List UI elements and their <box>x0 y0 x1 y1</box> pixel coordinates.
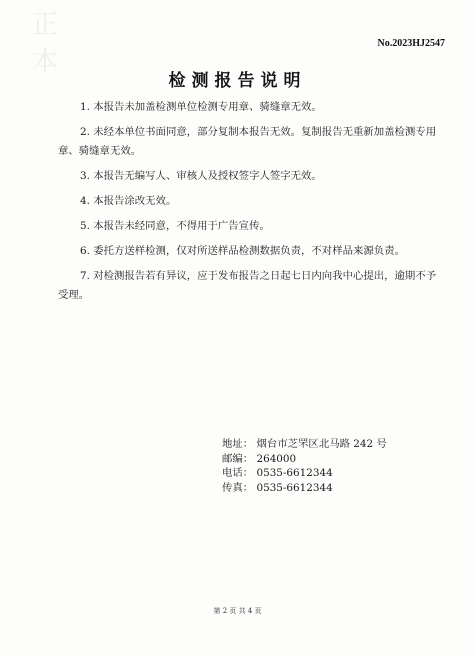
note-item-4: 4. 本报告涂改无效。 <box>80 195 177 207</box>
note-item-6: 6. 委托方送样检测，仅对所送样品检测数据负责，不对样品来源负责。 <box>80 245 405 257</box>
contact-fax: 传真： 0535-6612344 <box>222 481 333 494</box>
page-footer: 第 2 页 共 4 页 <box>213 607 262 615</box>
note-item-3: 3. 本报告无编写人、审核人及授权签字人签字无效。 <box>80 170 322 182</box>
contact-phone: 电话： 0535-6612344 <box>222 467 333 479</box>
note-item-1: 1. 本报告未加盖检测单位检测专用章、骑缝章无效。 <box>80 101 322 113</box>
page-title: 检测报告说明 <box>168 71 307 91</box>
note-item-5: 5. 本报告未经同意，不得用于广告宣传。 <box>80 220 270 232</box>
contact-block <box>222 437 387 495</box>
notes-list <box>58 98 443 311</box>
report-number: No.2023HJ2547 <box>377 38 445 49</box>
watermark: 正 本 <box>32 10 99 77</box>
note-item-2: 2. 未经本单位书面同意，部分复制本报告无效。复制报告无重新加盖检测专用章、骑缝章无效。 <box>58 126 437 157</box>
note-item-7: 7. 对检测报告若有异议，应于发布报告之日起七日内向我中心提出，逾期不予受理。 <box>58 270 437 301</box>
contact-address: 地址： 烟台市芝罘区北马路 242 号 <box>222 438 387 450</box>
contact-postcode: 邮编： 264000 <box>222 452 297 465</box>
